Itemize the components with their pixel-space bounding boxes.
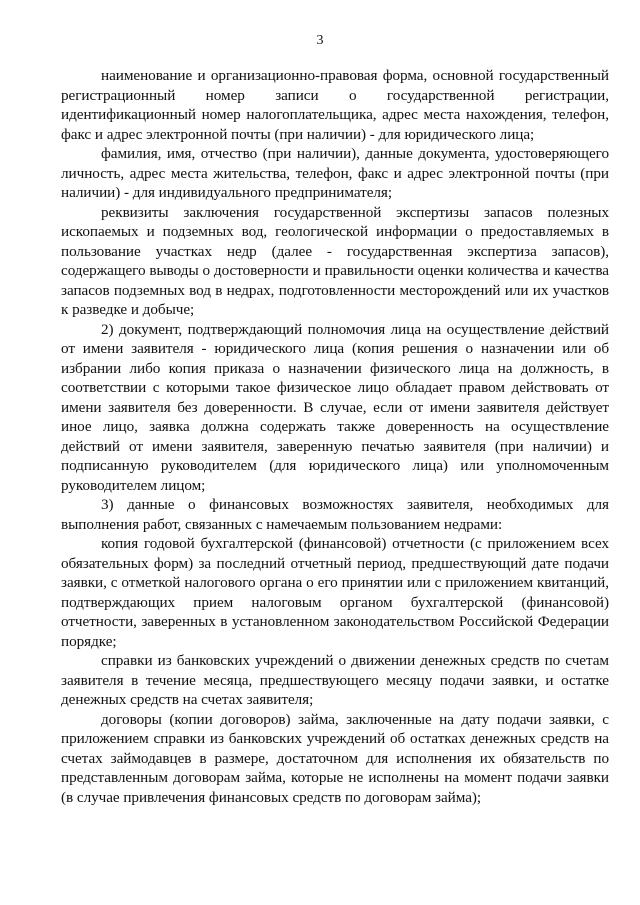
- paragraph-loan-agreements: договоры (копии договоров) займа, заключенные на дату подачи заявки, с приложением справки из банковских учреждений об остатках денежных средств на счетах займодавцев в размере, достаточном для исполнения их обязательств по представленным договорам займа, которые не исполнены на момент подачи заявки (в случае привлечения финансовых средств по договорам займа);: [61, 710, 609, 806]
- document-body: [61, 66, 609, 807]
- paragraph-authority-document: 2) документ, подтверждающий полномочия лица на осуществление действий от имени заявителя - юридического лица (копия решения о назначении или об избрании либо копия приказа о назначении физического лица на должность, в соответствии с которыми такое физическое лицо обладает правом действовать от имени заявителя без доверенности. В случае, если от имени заявителя действует иное лицо, заявка должна содержать также доверенность на осуществление действий от имени заявителя, заверенную печатью заявителя (при наличии) и подписанную руководителем (для юридического лица) или уполномоченным руководителем лицом;: [61, 320, 609, 494]
- paragraph-financial-capabilities: 3) данные о финансовых возможностях заявителя, необходимых для выполнения работ, связанных с намечаемым пользованием недрами:: [61, 496, 609, 533]
- paragraph-entrepreneur-details: фамилия, имя, отчество (при наличии), данные документа, удостоверяющего личность, адрес места жительства, телефон, факс и адрес электронной почты (при наличии) - для индивидуального предпринимателя;: [61, 145, 609, 201]
- page-number: 3: [316, 33, 324, 48]
- paragraph-legal-entity-details: наименование и организационно-правовая форма, основной государственный регистрационный номер записи о государственной регистрации, идентификационный номер налогоплательщика, адрес места нахождения, телефон, факс и адрес электронной почты (при наличии) - для юридического лица;: [61, 67, 609, 143]
- paragraph-bank-statements: справки из банковских учреждений о движении денежных средств по счетам заявителя в течение месяца, предшествующего месяцу подачи заявки, и остатке денежных средств на счетах заявителя;: [61, 652, 609, 708]
- paragraph-annual-accounting-copy: копия годовой бухгалтерской (финансовой) отчетности (с приложением всех обязательных форм) за последний отчетный период, предшествующий дате подачи заявки, с отметкой налогового органа о его принятии или с приложением квитанций, подтверждающих прием налоговым органом бухгалтерской (финансовой) отчетности, заверенных в установленном законодательством Российской Федерации порядке;: [61, 535, 609, 650]
- paragraph-expertise-requisites: реквизиты заключения государственной экспертизы запасов полезных ископаемых и подземных вод, геологической информации о предоставляемых в пользование участках недр (далее - государственная экспертиза запасов), содержащего выводы о достоверности и правильности оценки количества и качества запасов подземных вод в недрах, подготовленности месторождений или их участков к разведке и добыче;: [61, 203, 609, 318]
